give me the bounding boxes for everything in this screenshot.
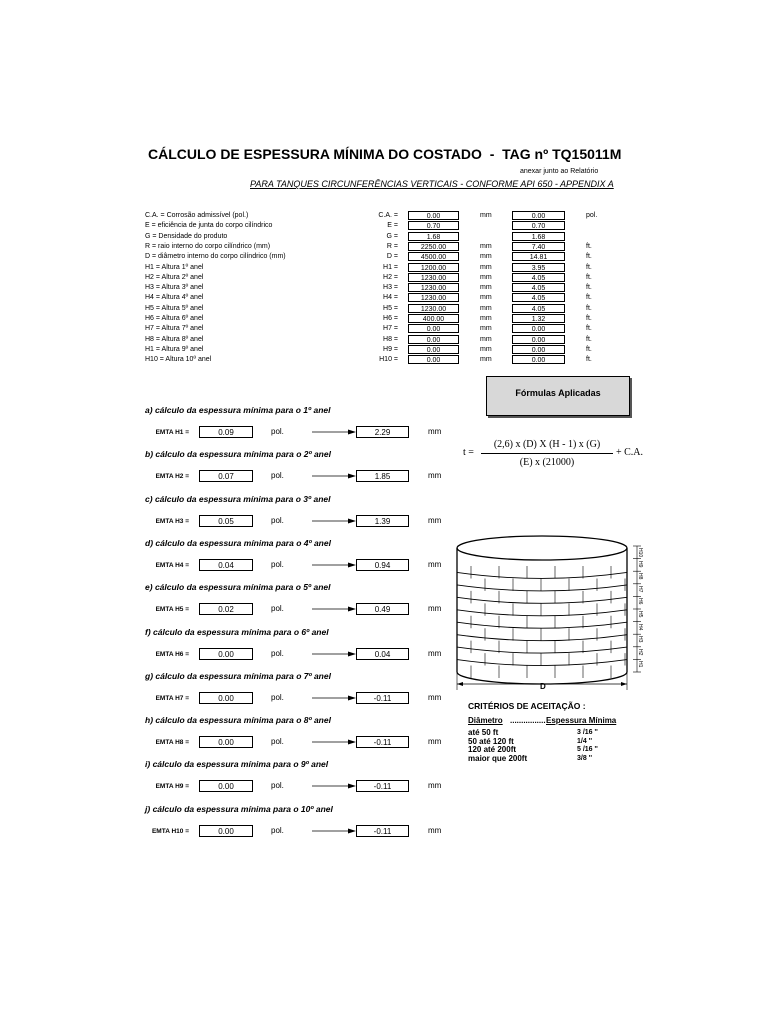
- emta-value-pol: 0.00: [199, 648, 253, 660]
- emta-value-mm: -0.11: [356, 736, 409, 748]
- param-symbol: H4 =: [383, 294, 398, 302]
- param-value-imperial: 1.68: [512, 232, 565, 241]
- param-value-imperial: 3.95: [512, 263, 565, 272]
- emta-unit-mm: mm: [428, 781, 442, 791]
- section-heading: [145, 449, 331, 459]
- section-heading: [145, 538, 331, 548]
- param-symbol: H5 =: [383, 304, 398, 312]
- section-title: cálculo da espessura mínima para o 3º anel: [154, 493, 331, 504]
- height-label: H1: [637, 661, 643, 668]
- formula-denominator: (E) x (21000): [519, 457, 575, 468]
- height-label: H9: [637, 560, 643, 567]
- param-unit-metric: mm: [480, 284, 492, 292]
- emta-label: EMTA H4 =: [155, 561, 189, 569]
- param-value-metric: 0.00: [408, 335, 459, 344]
- emta-value-pol: 0.02: [199, 603, 253, 615]
- param-label: H6 = Altura 6º anel: [145, 315, 204, 322]
- attachment-note: anexar junto ao Relatório: [520, 168, 599, 175]
- formulas-applied-box: Fórmulas Aplicadas: [486, 376, 630, 416]
- section-heading: [145, 759, 328, 769]
- section-letter: c): [145, 493, 153, 504]
- param-symbol: H2 =: [383, 273, 398, 281]
- param-label: H1 = Altura 1º anel: [145, 263, 204, 271]
- emta-value-pol: 0.00: [199, 692, 253, 704]
- arrow-icon: [312, 694, 356, 702]
- emta-label: EMTA H2 =: [155, 473, 189, 481]
- emta-label: EMTA H3 =: [155, 517, 189, 525]
- emta-unit-pol: pol.: [271, 471, 284, 481]
- param-label: H10 = Altura 10º anel: [145, 356, 212, 364]
- emta-value-mm: 0.04: [356, 648, 409, 660]
- param-value-imperial: 0.70: [512, 221, 565, 230]
- height-label: H2: [637, 648, 643, 656]
- arrow-icon: [312, 827, 356, 835]
- emta-value-pol: 0.00: [199, 736, 253, 748]
- emta-unit-mm: mm: [428, 825, 442, 835]
- section-heading: [145, 804, 333, 814]
- arrow-icon: [312, 738, 356, 746]
- emta-unit-pol: pol.: [271, 692, 284, 702]
- param-symbol: G =: [386, 232, 398, 240]
- diameter-label: D: [540, 682, 546, 691]
- param-label: H8 = Altura 8º anel: [145, 335, 204, 343]
- emta-value-pol: 0.00: [199, 780, 253, 792]
- formula-rhs: + C.A.: [616, 447, 644, 458]
- param-symbol: H3 =: [383, 284, 398, 292]
- section-heading: [145, 405, 330, 415]
- param-label: H7 = Altura 7º anel: [145, 325, 204, 333]
- height-label: H10: [637, 548, 643, 558]
- criteria-range: até 50 ft: [468, 728, 499, 737]
- criteria-col-thickness: Espessura Mínima: [546, 716, 617, 725]
- height-label: H4: [637, 623, 643, 630]
- emta-unit-mm: mm: [428, 559, 442, 569]
- section-letter: i): [145, 759, 151, 770]
- formula-numerator: (2,6) x (D) X (H - 1) x (G): [493, 439, 601, 450]
- param-value-metric: 0.00: [408, 324, 459, 333]
- section-letter: g): [145, 670, 154, 681]
- param-label: H1 = Altura 9º anel: [145, 345, 204, 353]
- param-value-imperial: 0.00: [512, 211, 565, 220]
- criteria-range: maior que 200ft: [468, 753, 528, 763]
- param-value-metric: 0.70: [408, 221, 459, 230]
- emta-unit-pol: pol.: [271, 559, 284, 569]
- emta-label: EMTA H6 =: [155, 650, 189, 658]
- param-value-metric: 0.00: [408, 211, 459, 220]
- param-value-imperial: 4.05: [512, 283, 565, 292]
- emta-unit-mm: mm: [428, 692, 442, 702]
- section-heading: [145, 627, 329, 637]
- emta-unit-pol: pol.: [271, 515, 284, 525]
- param-unit-metric: mm: [480, 253, 492, 261]
- param-unit-metric: mm: [480, 356, 492, 364]
- param-unit-imperial: ft.: [586, 273, 592, 281]
- param-unit-imperial: pol.: [586, 212, 598, 219]
- param-value-imperial: 14.81: [512, 252, 565, 261]
- criteria-range: 120 até 200ft: [468, 745, 517, 754]
- section-title: cálculo da espessura mínima para o 2º anel: [155, 449, 331, 460]
- emta-unit-mm: mm: [428, 471, 442, 481]
- section-title: cálculo da espessura mínima para o 6º anel: [153, 626, 329, 637]
- param-label: C.A. = Corrosão admissível (pol.): [145, 212, 249, 219]
- section-letter: j): [145, 803, 151, 814]
- emta-unit-mm: mm: [428, 515, 442, 525]
- param-symbol: H1 =: [383, 263, 398, 271]
- arrow-icon: [312, 472, 356, 480]
- param-label: H4 = Altura 4º anel: [145, 294, 204, 302]
- param-label: E = eficiência de junta do corpo cilíndrico: [145, 222, 273, 230]
- param-symbol: H10 =: [379, 356, 398, 364]
- emta-label: EMTA H9 =: [155, 783, 189, 791]
- param-symbol: H6 =: [383, 315, 398, 322]
- tank-top-ellipse: [457, 536, 627, 560]
- section-letter: d): [145, 537, 154, 548]
- page-title: CÁLCULO DE ESPESSURA MÍNIMA DO COSTADO - TAG nº TQ15011M: [148, 146, 622, 162]
- param-unit-metric: mm: [480, 242, 492, 250]
- param-symbol: D =: [386, 253, 398, 261]
- param-value-imperial: 0.00: [512, 324, 565, 333]
- emta-unit-pol: pol.: [271, 604, 284, 614]
- section-title: cálculo da espessura mínima para o 1º anel: [154, 405, 331, 415]
- arrow-icon: [312, 605, 356, 613]
- param-symbol: H9 =: [383, 345, 398, 353]
- emta-label: EMTA H8 =: [155, 739, 189, 747]
- param-value-metric: 0.00: [408, 355, 459, 364]
- param-value-imperial: 4.05: [512, 273, 565, 282]
- emta-value-mm: 1.85: [356, 470, 409, 482]
- param-unit-imperial: ft.: [586, 335, 592, 343]
- param-symbol: R =: [386, 242, 398, 250]
- emta-unit-pol: pol.: [271, 781, 284, 791]
- emta-label: EMTA H5 =: [155, 606, 189, 614]
- criteria-value: 3 /16 '': [577, 729, 598, 736]
- param-symbol: E =: [387, 222, 398, 230]
- formula-fraction-bar: [481, 453, 613, 454]
- param-symbol: H7 =: [383, 325, 398, 333]
- diameter-arrow-right: [621, 682, 627, 686]
- param-unit-imperial: ft.: [586, 304, 592, 312]
- emta-label: EMTA H10 =: [151, 827, 189, 835]
- section-title: cálculo da espessura mínima para o 5º anel: [154, 582, 331, 593]
- arrow-icon: [312, 650, 356, 658]
- emta-unit-mm: mm: [428, 648, 442, 658]
- emta-unit-pol: pol.: [271, 825, 284, 835]
- param-label: D = diâmetro interno do corpo cilíndrico (mm): [145, 253, 286, 261]
- param-value-metric: 2250.00: [408, 242, 459, 251]
- param-value-imperial: 7.40: [512, 242, 565, 251]
- section-heading: [145, 671, 331, 681]
- emta-value-mm: -0.11: [356, 692, 409, 704]
- tank-brick-pattern: [457, 566, 627, 678]
- emta-value-mm: 2.29: [356, 426, 409, 438]
- param-unit-imperial: ft.: [586, 263, 592, 271]
- param-unit-metric: mm: [480, 325, 492, 333]
- section-letter: e): [145, 582, 153, 593]
- param-value-metric: 1200.00: [408, 263, 459, 272]
- param-unit-imperial: ft.: [586, 315, 592, 322]
- param-value-metric: 400.00: [408, 314, 459, 323]
- section-title: cálculo da espessura mínima para o 8º anel: [155, 715, 331, 726]
- section-title: cálculo da espessura mínima para o 10º anel: [152, 803, 333, 814]
- param-label: R = raio interno do corpo cilíndrico (mm): [145, 242, 271, 250]
- param-unit-metric: mm: [480, 294, 492, 302]
- emta-value-pol: 0.05: [199, 515, 253, 527]
- criteria-value: 3/8 '': [577, 754, 593, 762]
- height-label: H3: [637, 636, 643, 643]
- emta-value-pol: 0.00: [199, 825, 253, 837]
- section-letter: a): [145, 405, 153, 415]
- section-letter: f): [145, 626, 151, 637]
- page-subtitle: PARA TANQUES CIRCUNFERÊNCIAS VERTICAIS - CONFORME API 650 - APPENDIX A: [250, 179, 614, 189]
- emta-value-mm: 1.39: [356, 515, 409, 527]
- param-unit-imperial: ft.: [586, 325, 592, 333]
- emta-unit-mm: mm: [428, 427, 442, 436]
- param-value-imperial: 0.00: [512, 355, 565, 364]
- param-value-imperial: 0.00: [512, 335, 565, 344]
- section-title: cálculo da espessura mínima para o 9º anel: [152, 759, 329, 770]
- arrow-icon: [312, 517, 356, 525]
- criteria-value: 5 /16 '': [577, 746, 598, 753]
- param-label: H5 = Altura 5º anel: [145, 304, 204, 312]
- param-value-imperial: 4.05: [512, 293, 565, 302]
- height-label: H8: [637, 573, 643, 580]
- emta-unit-mm: mm: [428, 604, 442, 614]
- emta-value-mm: 0.49: [356, 603, 409, 615]
- param-symbol: H8 =: [383, 335, 398, 343]
- criteria-col-diameter: Diâmetro: [468, 716, 503, 725]
- emta-value-pol: 0.07: [199, 470, 253, 482]
- height-label: H7: [637, 585, 643, 593]
- param-label: H3 = Altura 3º anel: [145, 284, 204, 292]
- tank-diagram: [455, 532, 645, 698]
- param-unit-imperial: ft.: [586, 284, 592, 292]
- param-value-imperial: 1.32: [512, 314, 565, 323]
- param-value-metric: 1230.00: [408, 273, 459, 282]
- emta-value-mm: -0.11: [356, 780, 409, 792]
- param-unit-imperial: ft.: [586, 242, 592, 250]
- height-label: H6: [637, 598, 643, 605]
- arrow-icon: [312, 782, 356, 790]
- param-unit-metric: mm: [480, 335, 492, 343]
- section-heading: [145, 582, 330, 592]
- param-value-metric: 1230.00: [408, 293, 459, 302]
- emta-unit-pol: pol.: [271, 648, 284, 658]
- emta-unit-pol: pol.: [271, 427, 284, 436]
- param-value-metric: 1230.00: [408, 304, 459, 313]
- emta-value-pol: 0.04: [199, 559, 253, 571]
- arrow-icon: [312, 428, 356, 436]
- height-label: H5: [637, 611, 643, 618]
- param-label: G = Densidade do produto: [145, 232, 228, 240]
- criteria-col-separator: ................: [510, 716, 546, 725]
- arrow-icon: [312, 561, 356, 569]
- param-unit-imperial: ft.: [586, 356, 592, 364]
- criteria-title: CRITÉRIOS DE ACEITAÇÃO :: [468, 701, 586, 711]
- param-value-metric: 0.00: [408, 345, 459, 354]
- param-value-metric: 1.68: [408, 232, 459, 241]
- emta-value-mm: -0.11: [356, 825, 409, 837]
- param-unit-metric: mm: [480, 263, 492, 271]
- param-value-metric: 1230.00: [408, 283, 459, 292]
- param-label: H2 = Altura 2º anel: [145, 273, 204, 281]
- param-unit-metric: mm: [480, 304, 492, 312]
- param-value-imperial: 0.00: [512, 345, 565, 354]
- criteria-value: 1/4 '': [577, 737, 593, 745]
- section-letter: h): [145, 715, 154, 726]
- criteria-range: 50 até 120 ft: [468, 736, 514, 746]
- emta-value-pol: 0.09: [199, 426, 253, 438]
- diameter-arrow-left: [457, 682, 463, 686]
- emta-unit-pol: pol.: [271, 737, 284, 747]
- section-heading: [145, 494, 330, 504]
- param-value-imperial: 4.05: [512, 304, 565, 313]
- param-unit-imperial: ft.: [586, 253, 592, 261]
- param-unit-imperial: ft.: [586, 294, 592, 302]
- emta-unit-mm: mm: [428, 737, 442, 747]
- param-value-metric: 4500.00: [408, 252, 459, 261]
- emta-value-mm: 0.94: [356, 559, 409, 571]
- emta-label: EMTA H1 =: [155, 429, 189, 436]
- param-unit-metric: mm: [480, 315, 492, 322]
- param-unit-metric: mm: [480, 345, 492, 353]
- section-title: cálculo da espessura mínima para o 7º anel: [155, 670, 331, 681]
- param-symbol: C.A. =: [378, 212, 398, 219]
- param-unit-metric: mm: [480, 273, 492, 281]
- param-unit-metric: mm: [480, 212, 492, 219]
- section-title: cálculo da espessura mínima para o 4º anel: [155, 537, 331, 548]
- param-unit-imperial: ft.: [586, 345, 592, 353]
- emta-label: EMTA H7 =: [155, 694, 189, 702]
- formula-lhs: t =: [463, 447, 474, 458]
- section-letter: b): [145, 449, 154, 460]
- section-heading: [145, 715, 331, 725]
